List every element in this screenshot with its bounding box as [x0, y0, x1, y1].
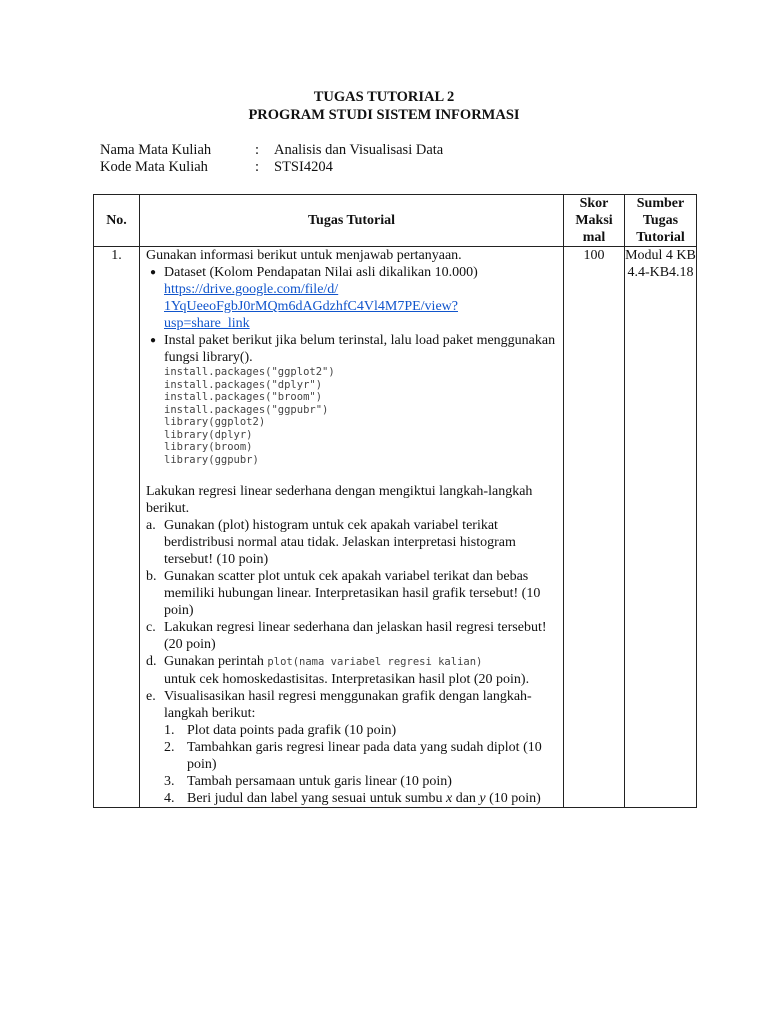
- dataset-link-line-2: 1YqUeeoFgbJ0rMQm6dAGdzhfC4Vl4M7PE/view?: [164, 299, 458, 314]
- bullet-dataset: [146, 264, 557, 332]
- code-line: install.packages("ggplot2"): [164, 366, 335, 378]
- bullet-icon: ●: [150, 267, 157, 278]
- sub-item-text: Tambahkan garis regresi linear pada data yang sudah diplot (10 poin): [187, 740, 542, 772]
- item-text-after: untuk cek homoskedastisitas. Interpretasikan hasil plot (20 poin).: [164, 672, 530, 687]
- code-line: install.packages("dplyr"): [164, 378, 323, 391]
- colon: :: [255, 159, 260, 175]
- item-text: [164, 688, 557, 807]
- code-line: library(ggplot2): [164, 416, 266, 428]
- item-text: Gunakan scatter plot untuk cek apakah variabel terikat dan bebas memiliki hubungan linear. Interpretasikan hasil grafik tersebut! (10 poin): [164, 569, 541, 618]
- dataset-link-line-3: usp=share_link: [164, 316, 250, 331]
- row-number: 1.: [94, 247, 140, 808]
- bullet-dataset-text: Dataset (Kolom Pendapatan Nilai asli dikalikan 10.000): [164, 265, 478, 280]
- list-item: [146, 653, 557, 688]
- list-item: [146, 517, 557, 568]
- axis-y-label: y: [479, 791, 486, 806]
- bullet-icon: ●: [150, 335, 157, 346]
- task-cell: [140, 247, 564, 808]
- code-line: library(ggpubr): [164, 453, 259, 466]
- sub-list-item: [164, 773, 557, 790]
- item-marker: c.: [146, 620, 156, 635]
- document-title: [0, 88, 768, 124]
- code-line: install.packages("broom"): [164, 391, 323, 403]
- item-marker: e.: [146, 689, 156, 704]
- sub-item-text-before: Beri judul dan label yang sesuai untuk sumbu: [187, 791, 446, 806]
- course-name-label: Nama Mata Kuliah: [100, 142, 212, 158]
- axis-x-label: x: [445, 791, 453, 806]
- bullet-install-text: Instal paket berikut jika belum terinstal, lalu load paket menggunakan fungsi library().: [164, 333, 556, 365]
- item-text-before: Gunakan perintah: [164, 654, 268, 669]
- item-text: [164, 653, 557, 688]
- sub-item-text-after: (10 poin): [485, 791, 541, 806]
- sub-item-text: Plot data points pada grafik (10 poin): [187, 723, 397, 738]
- inline-code: plot(nama variabel regresi kalian): [267, 656, 483, 668]
- code-line: library(dplyr): [164, 428, 253, 441]
- item-marker: 4.: [164, 791, 175, 806]
- header-source: Sumber Tugas Tutorial: [625, 195, 697, 247]
- course-meta: [100, 142, 443, 176]
- item-marker: 3.: [164, 774, 175, 789]
- code-line: install.packages("ggpubr"): [164, 403, 329, 416]
- list-item: [146, 688, 557, 807]
- dataset-link-line-1: https://drive.google.com/file/d/: [164, 282, 339, 297]
- course-code-row: [100, 159, 443, 176]
- header-score: Skor Maksi mal: [564, 195, 625, 247]
- item-e-text: Visualisasikan hasil regresi menggunakan grafik dengan langkah-langkah berikut:: [164, 689, 532, 721]
- list-item: [146, 568, 557, 619]
- item-marker: 1.: [164, 723, 175, 738]
- item-text: Lakukan regresi linear sederhana dan jelaskan hasil regresi tersebut! (20 poin): [164, 620, 547, 652]
- title-line-1: TUGAS TUTORIAL 2: [313, 89, 455, 105]
- course-code-value: STSI4204: [274, 159, 333, 175]
- sub-item-text: [187, 790, 557, 807]
- course-name-value: Analisis dan Visualisasi Data: [274, 142, 444, 158]
- item-marker: b.: [146, 569, 157, 584]
- sub-list-item: [164, 722, 557, 739]
- header-task: Tugas Tutorial: [140, 195, 564, 247]
- code-line: library(broom): [164, 441, 253, 453]
- title-line-2: PROGRAM STUDI SISTEM INFORMASI: [248, 107, 520, 123]
- tutorial-table: [93, 194, 697, 808]
- course-name-row: [100, 142, 443, 159]
- colon: :: [255, 142, 260, 158]
- course-code-label: Kode Mata Kuliah: [100, 159, 208, 175]
- task-intro: Gunakan informasi berikut untuk menjawab pertanyaan.: [146, 248, 462, 263]
- source-cell: Modul 4 KB 4.4-KB4.18: [625, 247, 697, 808]
- code-block: [146, 366, 557, 466]
- item-marker: 2.: [164, 740, 175, 755]
- table-row: [94, 247, 697, 808]
- table-header-row: [94, 195, 697, 247]
- item-text: Gunakan (plot) histogram untuk cek apakah variabel terikat berdistribusi normal atau tidak. Jelaskan interpretasi histogram tersebut! (10 poin): [164, 518, 516, 567]
- steps-intro: Lakukan regresi linear sederhana dengan mengiktui langkah-langkah berikut.: [146, 484, 533, 516]
- dataset-link[interactable]: [164, 282, 458, 331]
- sub-list-item: [164, 739, 557, 773]
- score-cell: 100: [564, 247, 625, 808]
- sub-item-text: Tambah persamaan untuk garis linear (10 poin): [187, 774, 452, 789]
- list-item: [146, 619, 557, 653]
- item-marker: a.: [146, 518, 156, 533]
- sub-list-item: [164, 790, 557, 807]
- item-marker: d.: [146, 654, 157, 669]
- header-no: No.: [94, 195, 140, 247]
- sub-item-text-mid: dan: [452, 791, 480, 806]
- bullet-install: [146, 332, 557, 366]
